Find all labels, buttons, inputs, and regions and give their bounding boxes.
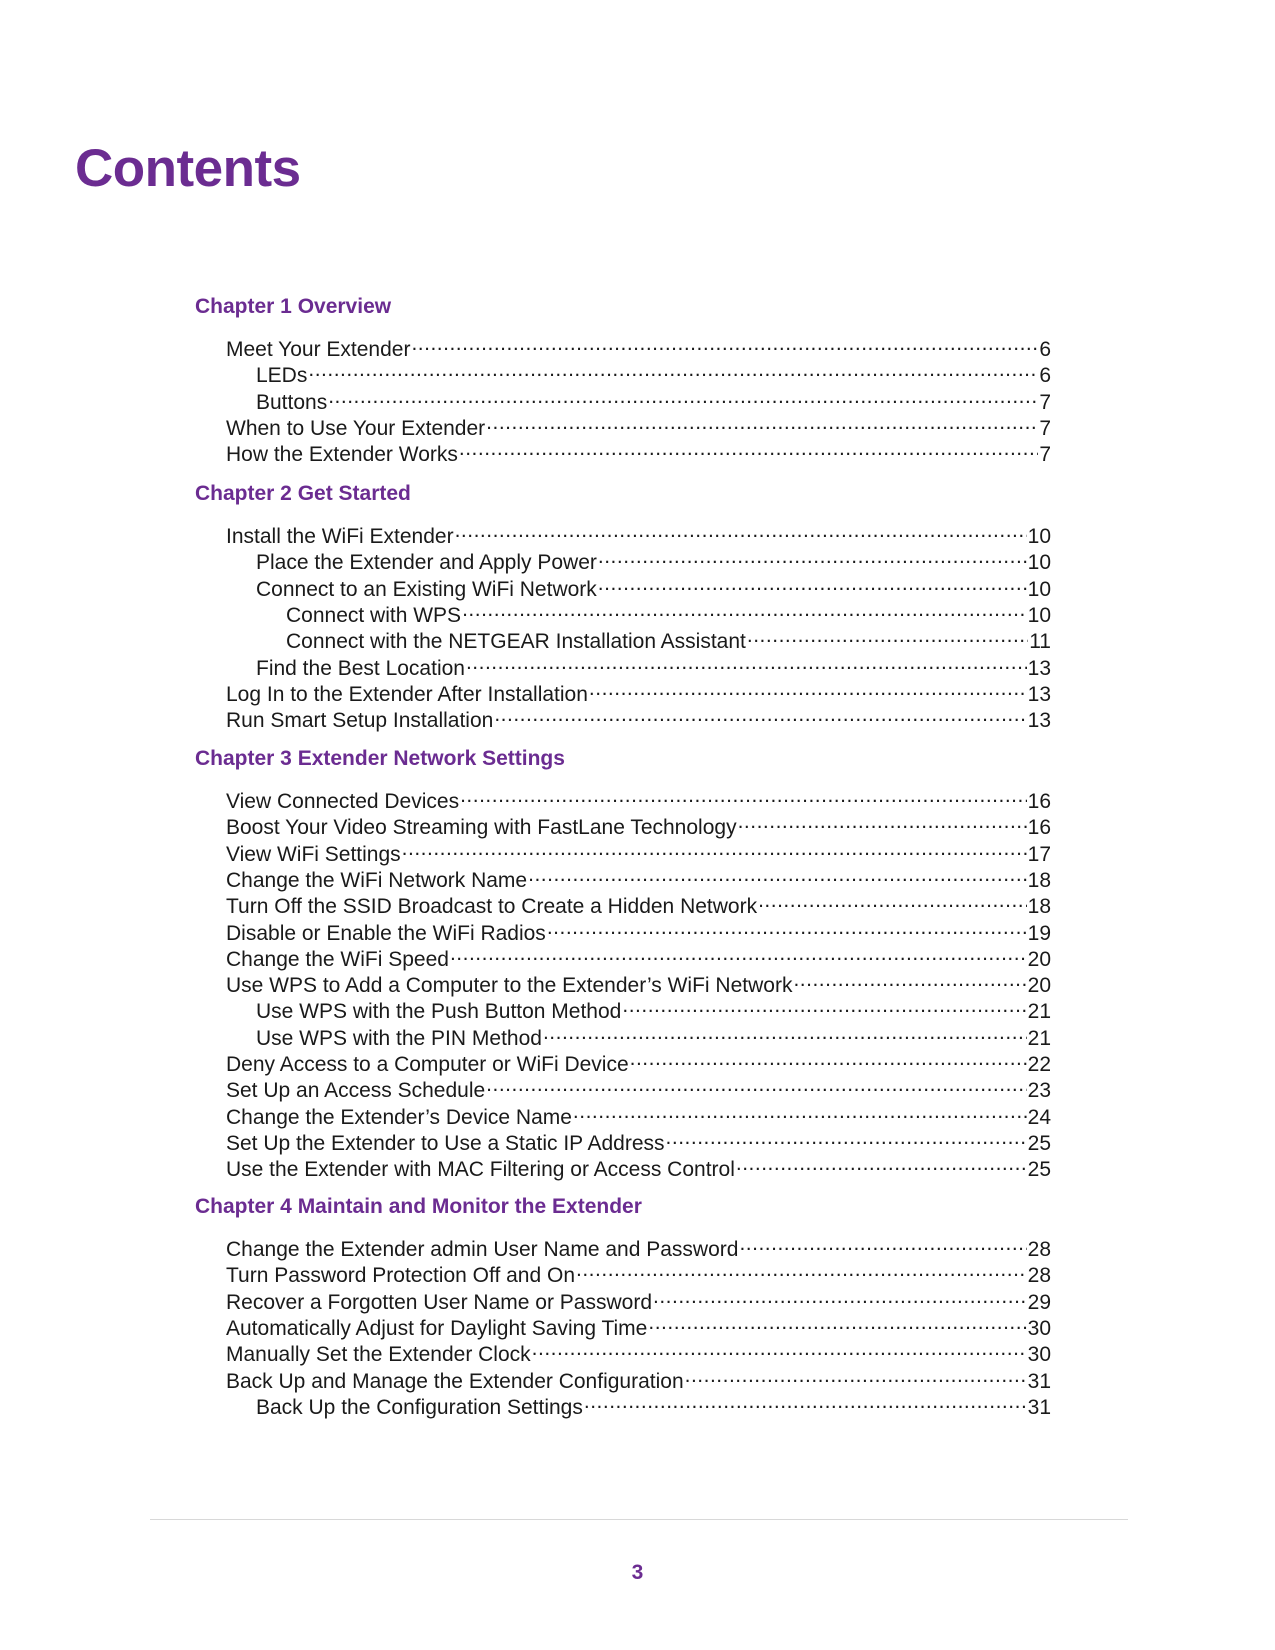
toc-entry-title: How the Extender Works [226, 443, 458, 467]
dot-leader [738, 810, 1027, 834]
toc-entry-title: Connect with the NETGEAR Installation Assistant [286, 630, 746, 654]
toc-entry[interactable] [256, 358, 1051, 388]
dot-leader [739, 1232, 1026, 1256]
toc-entry[interactable] [256, 572, 1051, 601]
toc-entry[interactable] [256, 385, 1051, 414]
page-title: Contents [75, 139, 301, 198]
dot-leader [486, 411, 1038, 435]
dot-leader [622, 994, 1026, 1018]
toc-entry-title: Back Up the Configuration Settings [256, 1395, 583, 1419]
toc-entry-title: Turn Off the SSID Broadcast to Create a Hidden Network [226, 895, 758, 919]
toc-entry-page-number: 21 [1027, 1026, 1051, 1050]
toc-entry[interactable] [286, 598, 1051, 627]
toc-entry[interactable] [256, 651, 1051, 680]
toc-entry-page-number: 10 [1027, 577, 1051, 601]
toc-entry-page-number: 18 [1027, 895, 1051, 919]
chapter-heading[interactable]: Chapter 1 Overview [195, 295, 392, 318]
dot-leader [460, 784, 1027, 808]
toc-entry-page-number: 13 [1027, 682, 1051, 706]
toc-entry-title: Turn Password Protection Off and On [226, 1264, 576, 1288]
toc-entry-title: Use WPS to Add a Computer to the Extender’s WiFi Network [226, 974, 793, 998]
dot-leader [450, 942, 1027, 966]
toc-entry-page-number: 24 [1027, 1105, 1051, 1129]
toc-entry-page-number: 11 [1029, 630, 1051, 654]
toc-entry-title: Log In to the Extender After Installation [226, 682, 588, 706]
toc-entry-title: Change the WiFi Network Name [226, 868, 528, 892]
dot-leader [543, 1021, 1027, 1045]
toc-entry-page-number: 6 [1039, 364, 1051, 388]
toc-entry[interactable] [226, 1047, 1051, 1076]
dot-leader [589, 677, 1027, 701]
dot-leader [486, 1073, 1026, 1097]
dot-leader [547, 916, 1027, 940]
toc-entry[interactable] [226, 1285, 1051, 1314]
dot-leader [793, 968, 1026, 992]
toc-entry[interactable] [226, 1232, 1051, 1261]
toc-entry[interactable] [226, 1100, 1051, 1129]
toc-entry-page-number: 22 [1027, 1053, 1051, 1076]
toc-entry-page-number: 31 [1027, 1395, 1051, 1419]
toc-entry-page-number: 30 [1027, 1316, 1051, 1340]
toc-entry-page-number: 7 [1039, 416, 1051, 440]
dot-leader [573, 1100, 1027, 1124]
toc-entry-title: Change the WiFi Speed [226, 947, 449, 971]
dot-leader [747, 624, 1028, 648]
page-number: 3 [631, 1561, 644, 1584]
toc-entry[interactable] [226, 889, 1051, 919]
toc-entry-title: View Connected Devices [226, 790, 460, 813]
toc-entry-title: Change the Extender admin User Name and Password [226, 1238, 739, 1261]
dot-leader [328, 385, 1038, 409]
dot-leader [459, 437, 1038, 461]
toc-entry-title: When to Use Your Extender [226, 416, 486, 440]
footer-divider [150, 1519, 1128, 1520]
toc-entry-title: Use WPS with the PIN Method [256, 1026, 542, 1050]
toc-entry[interactable] [226, 1364, 1051, 1393]
toc-entry[interactable] [226, 411, 1051, 440]
toc-entry-title: Use the Extender with MAC Filtering or Access Control [226, 1158, 735, 1182]
dot-leader [630, 1047, 1027, 1071]
toc-entry-page-number: 10 [1027, 603, 1051, 627]
toc-entry[interactable] [256, 545, 1051, 575]
toc-entry-title: Boost Your Video Streaming with FastLane Technology [226, 816, 737, 840]
toc-entry-title: Run Smart Setup Installation [226, 709, 494, 733]
toc-entry-title: Recover a Forgotten User Name or Password [226, 1290, 652, 1314]
toc-entry-title: Buttons [256, 390, 328, 414]
toc-entry-title: Set Up an Access Schedule [226, 1079, 486, 1103]
toc-entry-page-number: 28 [1027, 1238, 1051, 1261]
toc-entry[interactable] [226, 942, 1051, 971]
chapter-heading[interactable]: Chapter 4 Maintain and Monitor the Extender [195, 1195, 642, 1218]
toc-entry-title: Set Up the Extender to Use a Static IP Address [226, 1131, 665, 1155]
dot-leader [598, 545, 1027, 569]
toc-entry[interactable] [226, 703, 1051, 733]
dot-leader [736, 1152, 1027, 1176]
toc-entry-page-number: 23 [1027, 1079, 1051, 1103]
toc-entry-page-number: 28 [1027, 1264, 1051, 1288]
toc-entry[interactable] [226, 1126, 1051, 1155]
toc-entry-title: Place the Extender and Apply Power [256, 551, 597, 575]
dot-leader [528, 863, 1027, 887]
toc-entry[interactable] [226, 784, 1051, 813]
toc-entry-title: Manually Set the Extender Clock [226, 1343, 531, 1367]
dot-leader [576, 1258, 1027, 1282]
dot-leader [648, 1311, 1026, 1335]
toc-entry-page-number: 20 [1027, 974, 1051, 998]
toc-entry-title: Deny Access to a Computer or WiFi Device [226, 1053, 629, 1076]
toc-entry-page-number: 17 [1027, 842, 1051, 866]
toc-entry[interactable] [226, 1337, 1051, 1367]
toc-entry-page-number: 16 [1027, 790, 1051, 813]
chapter-heading[interactable]: Chapter 2 Get Started [195, 482, 411, 505]
toc-entry[interactable] [226, 1073, 1051, 1103]
toc-entry[interactable] [226, 332, 1051, 361]
dot-leader [455, 519, 1027, 543]
toc-entry[interactable] [226, 677, 1051, 706]
toc-entry[interactable] [226, 1311, 1051, 1340]
toc-entry[interactable] [226, 837, 1051, 866]
toc-entry[interactable] [226, 437, 1051, 467]
chapter-heading[interactable]: Chapter 3 Extender Network Settings [195, 747, 565, 770]
toc-entry[interactable] [256, 1390, 1051, 1419]
dot-leader [462, 598, 1027, 622]
dot-leader [598, 572, 1027, 596]
dot-leader [584, 1390, 1027, 1414]
toc-entry[interactable] [226, 1258, 1051, 1288]
dot-leader [411, 332, 1038, 356]
toc-entry-title: Connect with WPS [286, 603, 462, 627]
toc-entry-page-number: 29 [1027, 1290, 1051, 1314]
toc-entry-page-number: 19 [1027, 921, 1051, 945]
dot-leader [402, 837, 1027, 861]
toc-entry-page-number: 10 [1027, 551, 1051, 575]
toc-entry[interactable] [226, 968, 1051, 998]
toc-entry-page-number: 25 [1027, 1131, 1051, 1155]
toc-entry-page-number: 31 [1027, 1369, 1051, 1393]
toc-entry-title: Find the Best Location [256, 656, 465, 680]
dot-leader [494, 703, 1026, 727]
toc-entry-title: Back Up and Manage the Extender Configuration [226, 1369, 684, 1393]
dot-leader [466, 651, 1027, 675]
toc-entry-page-number: 25 [1027, 1158, 1051, 1182]
dot-leader [308, 358, 1038, 382]
toc-entry[interactable] [286, 624, 1051, 654]
toc-entry[interactable] [226, 810, 1051, 840]
dot-leader [666, 1126, 1027, 1150]
toc-entry-title: Install the WiFi Extender [226, 525, 454, 548]
toc-entry-title: Change the Extender’s Device Name [226, 1105, 572, 1129]
dot-leader [685, 1364, 1027, 1388]
toc-entry-page-number: 16 [1027, 816, 1051, 840]
toc-entry-title: Connect to an Existing WiFi Network [256, 577, 597, 601]
toc-entry-page-number: 13 [1027, 709, 1051, 733]
toc-entry[interactable] [226, 519, 1051, 548]
toc-entry[interactable] [226, 1152, 1051, 1182]
toc-entry-page-number: 20 [1027, 947, 1051, 971]
dot-leader [758, 889, 1027, 913]
toc-entry-title: LEDs [256, 364, 308, 388]
toc-entry-page-number: 21 [1027, 1000, 1051, 1024]
toc-entry-title: Meet Your Extender [226, 338, 411, 361]
dot-leader [653, 1285, 1027, 1309]
toc-entry-page-number: 13 [1027, 656, 1051, 680]
toc-entry-page-number: 7 [1039, 443, 1051, 467]
toc-entry-page-number: 10 [1027, 525, 1051, 548]
dot-leader [532, 1337, 1027, 1361]
toc-entry-page-number: 18 [1027, 868, 1051, 892]
toc-entry-title: Disable or Enable the WiFi Radios [226, 921, 546, 945]
toc-entry-page-number: 6 [1039, 338, 1051, 361]
toc-entry[interactable] [256, 1021, 1051, 1050]
toc-entry[interactable] [226, 863, 1051, 892]
toc-entry-title: Automatically Adjust for Daylight Saving Time [226, 1316, 648, 1340]
toc-entry-page-number: 30 [1027, 1343, 1051, 1367]
toc-entry-page-number: 7 [1039, 390, 1051, 414]
toc-entry-title: Use WPS with the Push Button Method [256, 1000, 622, 1024]
toc-entry[interactable] [256, 994, 1051, 1024]
toc-entry[interactable] [226, 916, 1051, 945]
toc-entry-title: View WiFi Settings [226, 842, 401, 866]
